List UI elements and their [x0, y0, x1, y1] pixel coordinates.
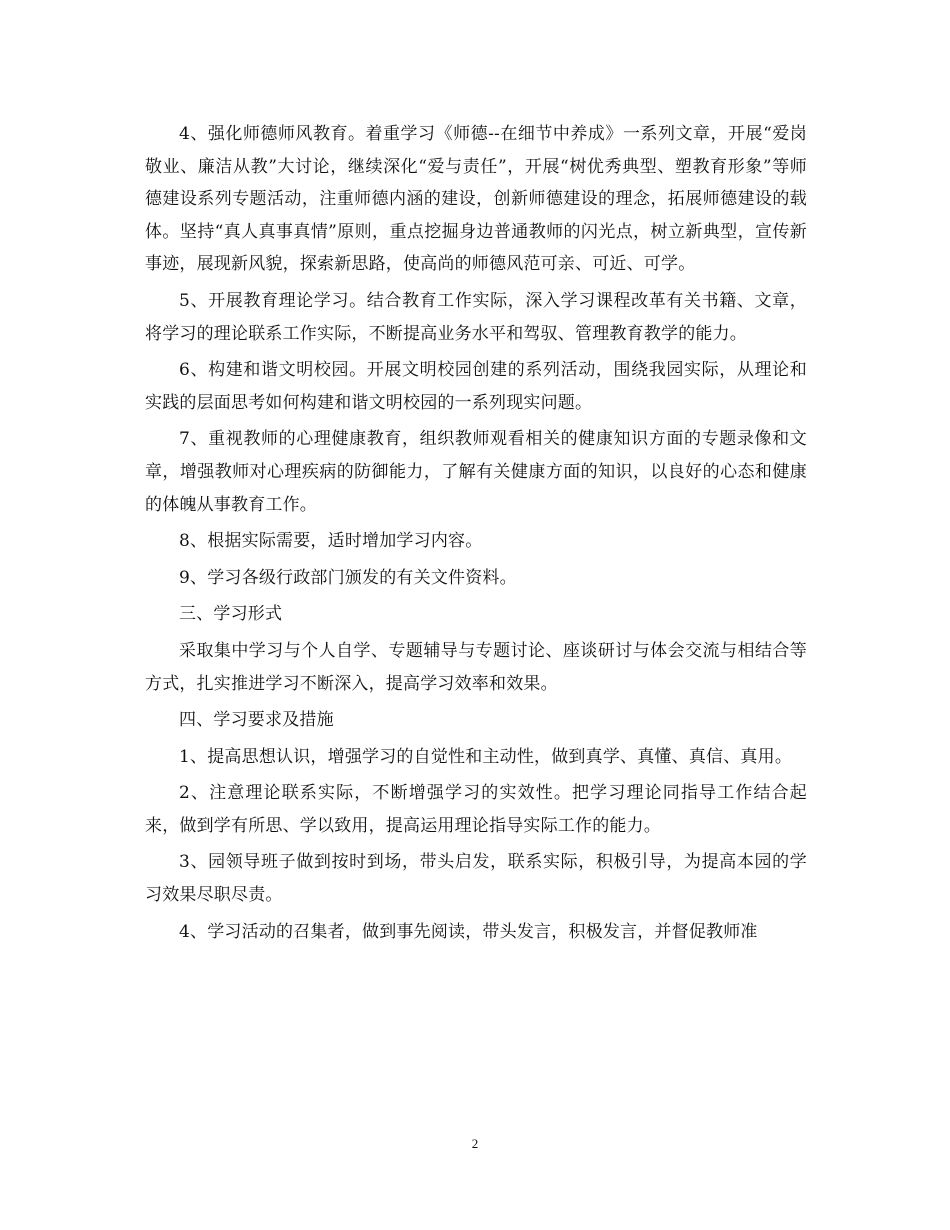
paragraph-mental-health: 7、重视教师的心理健康教育，组织教师观看相关的健康知识方面的专题录像和文章，增强教师对心理疾病的防御能力，了解有关健康方面的知识，以良好的心态和健康的体魄从事教育工作。 — [145, 429, 807, 515]
section-heading-study-form: 三、学习形式 — [179, 604, 283, 625]
paragraph-documents: 9、学习各级行政部门颁发的有关文件资料。 — [179, 567, 517, 588]
paragraph-requirement-3: 3、园领导班子做到按时到场，带头启发，联系实际，积极引导，为提高本园的学习效果尽职尽责。 — [145, 852, 807, 906]
paragraph-requirement-2: 2、注意理论联系实际，不断增强学习的实效性。把学习理论同指导工作结合起来，做到学有所思、学以致用，提高运用理论指导实际工作的能力。 — [145, 783, 807, 836]
paragraph-requirement-4: 4、学习活动的召集者，做到事先阅读，带头发言，积极发言，并督促教师准 — [179, 921, 758, 942]
page-number: 2 — [471, 1136, 479, 1151]
body-text — [145, 118, 807, 952]
section-heading-requirements: 四、学习要求及措施 — [179, 710, 334, 731]
paragraph-add-content: 8、根据实际需要，适时增加学习内容。 — [179, 531, 483, 552]
paragraph-study-form: 采取集中学习与个人自学、专题辅导与专题讨论、座谈研讨与体会交流与相结合等方式，扎实推进学习不断深入，提高学习效率和效果。 — [145, 640, 807, 694]
paragraph-requirement-1: 1、提高思想认识，增强学习的自觉性和主动性，做到真学、真懂、真信、真用。 — [179, 746, 793, 767]
paragraph-harmonious-campus: 6、构建和谐文明校园。开展文明校园创建的系列活动，围绕我园实际，从理论和实践的层面思考如何构建和谐文明校园的一系列现实问题。 — [145, 360, 807, 413]
paragraph-teacher-ethics: 4、强化师德师风教育。着重学习《师德--在细节中养成》一系列文章，开展“爱岗敬业、廉洁从教”大讨论，继续深化“爱与责任”，开展“树优秀典型、塑教育形象”等师德建设系列专题活动，注重师德内涵的建设，创新师德建设的理念，拓展师德建设的载体。坚持“真人真事真情”原则，重点挖掘身边普通教师的闪光点，树立新典型，宣传新事迹，展现新风貌，探索新思路，使高尚的师德风范可亲、可近、可学。 — [145, 124, 807, 275]
paragraph-education-theory: 5、开展教育理论学习。结合教育工作实际，深入学习课程改革有关书籍、文章，将学习的理论联系工作实际，不断提高业务水平和驾驭、管理教育教学的能力。 — [145, 290, 807, 344]
